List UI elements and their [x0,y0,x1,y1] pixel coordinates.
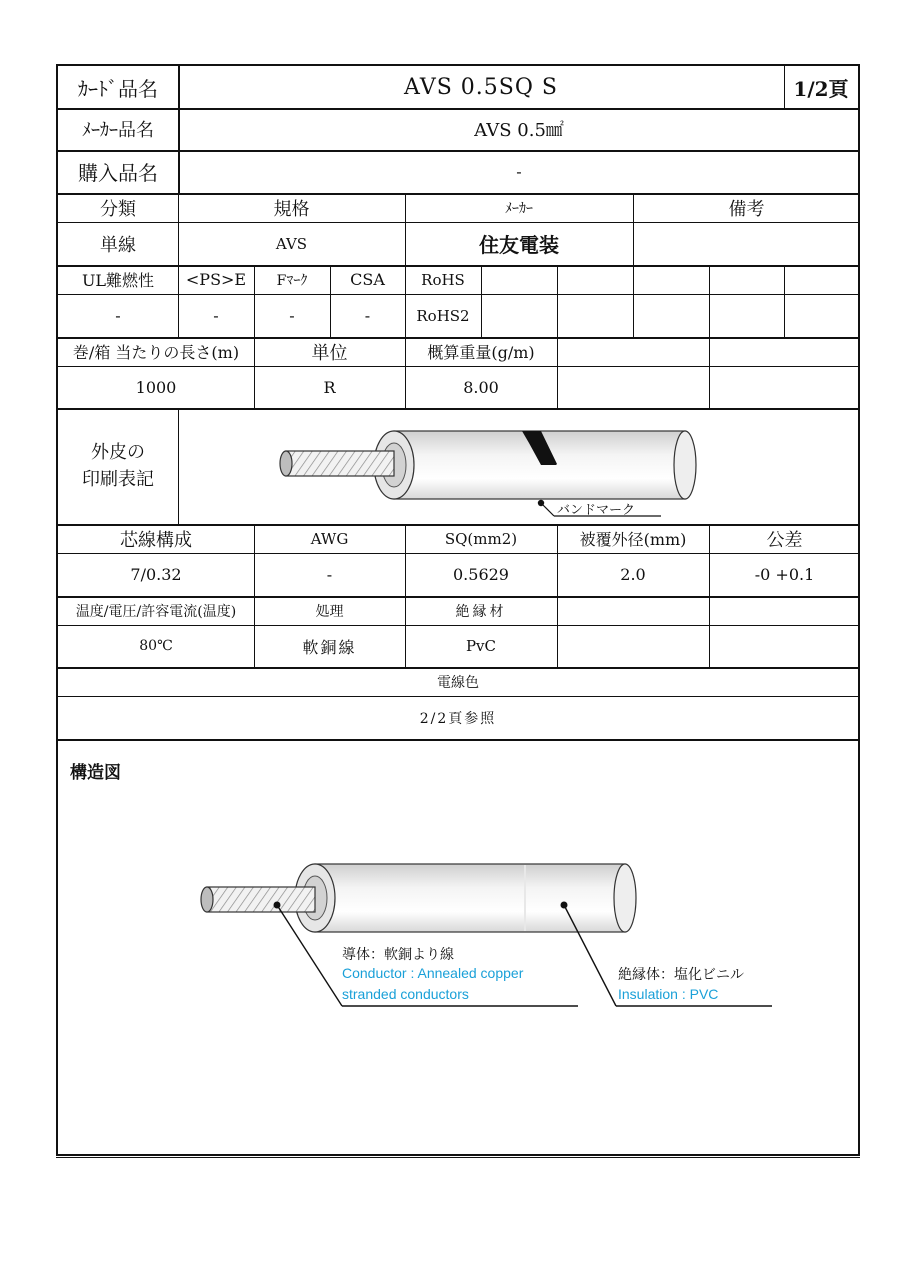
classification-header: 分類 [100,198,136,220]
outer-diameter-header: 被覆外径(mm) [579,530,687,549]
classification-value: 単線 [100,234,136,256]
csa-value: - [364,306,371,325]
purchase-name-value: - [516,162,522,181]
f-mark-header: Fﾏｰｸ [276,272,308,289]
bottom-double-rule [56,1157,860,1158]
awg-header: AWG [310,529,349,548]
page-number: 1/2頁 [793,76,849,101]
print-wire-illustration [179,409,859,523]
standard-header: 規格 [273,198,310,220]
conductor-label-en1: Conductor : Annealed copper [342,965,524,981]
outer-diameter-value: 2.0 [620,565,646,584]
core-structure-header: 芯線構成 [120,529,192,551]
rohs-header: RoHS [421,270,465,289]
ul-flame-value: - [115,306,121,325]
standard-value: AVS [275,234,308,253]
conductor-label-jp: 導体：軟銅より線 [342,946,454,962]
weight-header: 概算重量(g/m) [427,343,535,362]
wire-color-value: 2/2頁参照 [419,710,497,727]
tolerance-value: -0 +0.1 [754,565,815,584]
sq-header: SQ(mm2) [444,529,518,548]
core-structure-value: 7/0.32 [130,565,182,584]
print-wire-conductor [280,451,394,476]
length-header: 巻/箱 当たりの長さ(m) [72,343,240,362]
treatment-value: 軟銅線 [302,637,357,657]
maker-value: 住友電装 [479,233,559,257]
maker-name-value: AVS 0.5㎟ [474,120,564,141]
band-mark-label: バンドマーク [557,502,636,517]
insulation-header: 絶縁材 [455,603,507,620]
structure-title: 構造図 [70,763,121,783]
ul-flame-header: UL難燃性 [81,271,155,290]
insulation-label-jp: 絶縁体：塩化ビニル [618,966,744,982]
insulation-label-en: Insulation : PVC [618,986,719,1002]
unit-value: R [323,377,336,397]
remarks-value [633,222,860,265]
remarks-header: 備考 [728,198,765,220]
maker-name-label: ﾒｰｶｰ品名 [82,120,154,141]
maker-header: ﾒｰｶｰ [505,200,533,217]
temp-voltage-header: 温度/電圧/許容電流(温度) [75,603,237,620]
csa-header: CSA [350,270,385,289]
card-name-value: AVS 0.5SQ S [404,74,558,100]
f-mark-value: - [289,306,295,325]
rohs-value: RoHS2 [416,306,470,325]
pse-header: <PS>E [185,270,247,289]
wire-color-header: 電線色 [437,674,479,691]
print-label [58,408,178,524]
print-label-line2: 印刷表記 [82,469,154,490]
card-name-label: ｶｰﾄﾞ品名 [78,76,158,101]
awg-value: - [326,565,333,584]
temp-voltage-value: 80℃ [139,638,173,654]
structure-wire-conductor [201,887,315,912]
purchase-name-label: 購入品名 [78,161,158,185]
structure-wire-jacket [295,864,636,932]
length-value: 1000 [135,377,177,397]
print-label-line1: 外皮の [91,442,145,463]
unit-header: 単位 [311,342,348,364]
pse-value: - [213,306,219,325]
tolerance-header: 公差 [766,529,803,551]
conductor-label-en2: stranded conductors [342,986,469,1002]
weight-value: 8.00 [463,377,499,397]
insulation-value: PvC [465,637,497,655]
sq-value: 0.5629 [453,565,509,584]
treatment-header: 処理 [315,603,344,620]
